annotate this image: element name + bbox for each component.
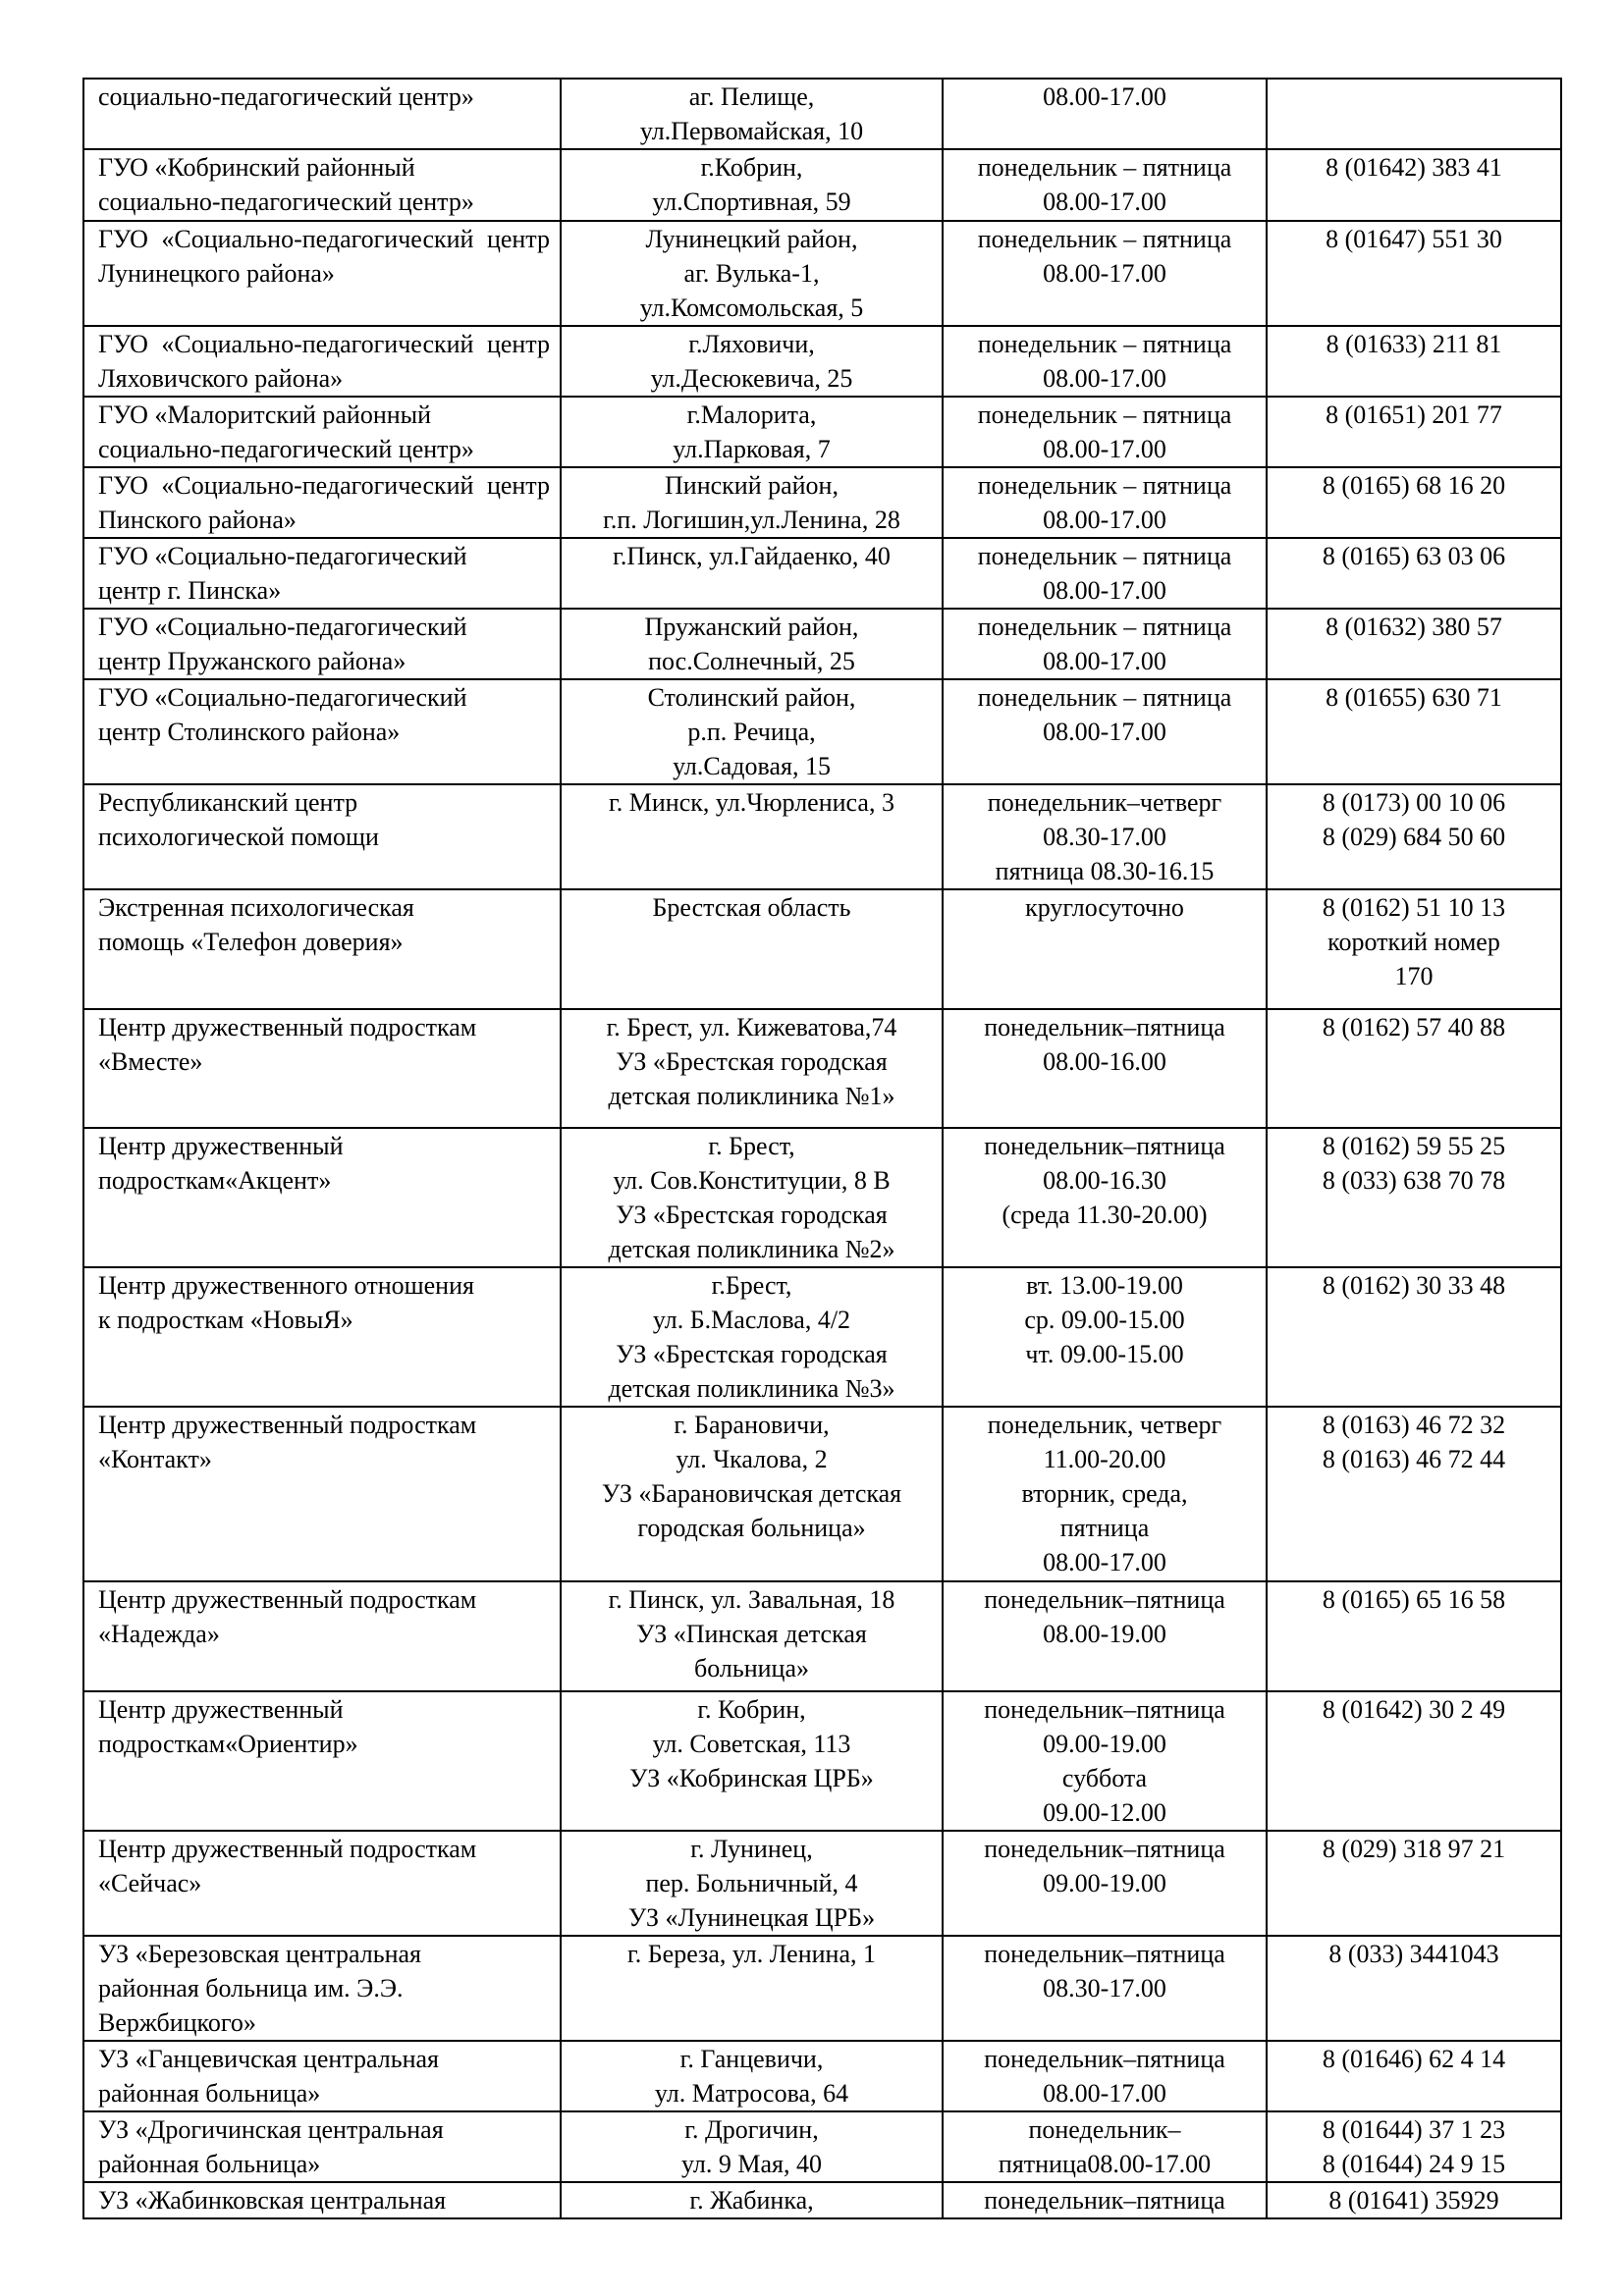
- address-cell: Пружанский район, пос.Солнечный, 25: [561, 609, 943, 679]
- organization-name-cell: ГУО «Социально-педагогический центр Пружанского района»: [83, 609, 561, 679]
- address-cell: Лунинецкий район, аг. Вулька-1, ул.Комсомольская, 5: [561, 221, 943, 326]
- phone-cell: 8 (0165) 63 03 06: [1267, 538, 1561, 609]
- address-cell: г. Жабинка,: [561, 2182, 943, 2218]
- phone-cell: 8 (0162) 51 10 13 короткий номер 170: [1267, 889, 1561, 1009]
- table-row: [83, 1009, 1561, 1128]
- address-cell: г.Малорита, ул.Парковая, 7: [561, 397, 943, 467]
- phone-cell: 8 (0162) 30 33 48: [1267, 1267, 1561, 1407]
- address-cell: г.Кобрин, ул.Спортивная, 59: [561, 149, 943, 221]
- phone-cell: 8 (01646) 62 4 14: [1267, 2041, 1561, 2111]
- organization-name-cell: УЗ «Березовская центральная районная больница им. Э.Э. Вержбицкого»: [83, 1936, 561, 2041]
- organization-name-cell: ГУО «Социально-педагогический центр г. Пинска»: [83, 538, 561, 609]
- working-hours-cell: понедельник–пятница 08.30-17.00: [943, 1936, 1267, 2041]
- working-hours-cell: понедельник–пятница 09.00-19.00: [943, 1831, 1267, 1936]
- working-hours-cell: понедельник – пятница 08.00-17.00: [943, 609, 1267, 679]
- table-row: [83, 79, 1561, 149]
- working-hours-cell: круглосуточно: [943, 889, 1267, 1009]
- organization-name-cell: социально-педагогический центр»: [83, 79, 561, 149]
- working-hours-cell: понедельник, четверг 11.00-20.00 вторник, среда, пятница 08.00-17.00: [943, 1407, 1267, 1581]
- working-hours-cell: понедельник–пятница 09.00-19.00 суббота 09.00-12.00: [943, 1691, 1267, 1831]
- table-row: [83, 1581, 1561, 1691]
- phone-cell: 8 (01642) 383 41: [1267, 149, 1561, 221]
- phone-cell: 8 (033) 3441043: [1267, 1936, 1561, 2041]
- working-hours-cell: понедельник–пятница: [943, 2182, 1267, 2218]
- organization-name-cell: ГУО «Малоритский районный социально-педагогический центр»: [83, 397, 561, 467]
- phone-cell: 8 (01642) 30 2 49: [1267, 1691, 1561, 1831]
- table-row: [83, 609, 1561, 679]
- address-cell: г. Пинск, ул. Завальная, 18 УЗ «Пинская детская больница»: [561, 1581, 943, 1691]
- address-cell: г. Кобрин, ул. Советская, 113 УЗ «Кобринская ЦРБ»: [561, 1691, 943, 1831]
- table-row: [83, 397, 1561, 467]
- table-row: [83, 1936, 1561, 2041]
- phone-cell: 8 (0165) 68 16 20: [1267, 467, 1561, 538]
- organization-name-cell: Центр дружественный подросткам «Надежда»: [83, 1581, 561, 1691]
- table-row: [83, 2041, 1561, 2111]
- organization-name-cell: Центр дружественный подросткам «Вместе»: [83, 1009, 561, 1128]
- organization-name-cell: Экстренная психологическая помощь «Телефон доверия»: [83, 889, 561, 1009]
- working-hours-cell: понедельник – пятница 08.00-17.00: [943, 221, 1267, 326]
- working-hours-cell: понедельник – пятница 08.00-17.00: [943, 326, 1267, 397]
- working-hours-cell: 08.00-17.00: [943, 79, 1267, 149]
- address-cell: г. Барановичи, ул. Чкалова, 2 УЗ «Барановичская детская городская больница»: [561, 1407, 943, 1581]
- table-row: [83, 538, 1561, 609]
- working-hours-cell: понедельник – пятница 08.00-17.00: [943, 397, 1267, 467]
- phone-cell: 8 (01632) 380 57: [1267, 609, 1561, 679]
- table-row: [83, 1691, 1561, 1831]
- address-cell: г. Брест, ул. Сов.Конституции, 8 В УЗ «Брестская городская детская поликлиника №2»: [561, 1128, 943, 1267]
- working-hours-cell: понедельник–пятница 08.00-16.00: [943, 1009, 1267, 1128]
- organization-name-cell: Центр дружественный подросткам«Акцент»: [83, 1128, 561, 1267]
- organization-name-cell: ГУО «Социально-педагогический центр Пинского района»: [83, 467, 561, 538]
- table-row: [83, 1831, 1561, 1936]
- table-row: [83, 221, 1561, 326]
- working-hours-cell: понедельник–пятница 08.00-17.00: [943, 2041, 1267, 2111]
- organization-name-cell: Центр дружественного отношения к подросткам «НовыЯ»: [83, 1267, 561, 1407]
- phone-cell: 8 (01633) 211 81: [1267, 326, 1561, 397]
- working-hours-cell: понедельник – пятница 08.00-17.00: [943, 679, 1267, 784]
- address-cell: г.Ляховичи, ул.Десюкевича, 25: [561, 326, 943, 397]
- address-cell: г.Брест, ул. Б.Маслова, 4/2 УЗ «Брестская городская детская поликлиника №3»: [561, 1267, 943, 1407]
- organization-name-cell: Центр дружественный подросткам «Контакт»: [83, 1407, 561, 1581]
- working-hours-cell: понедельник– пятница08.00-17.00: [943, 2111, 1267, 2182]
- table-row: [83, 326, 1561, 397]
- organization-name-cell: УЗ «Жабинковская центральная: [83, 2182, 561, 2218]
- address-cell: г. Брест, ул. Кижеватова,74 УЗ «Брестская городская детская поликлиника №1»: [561, 1009, 943, 1128]
- working-hours-cell: понедельник – пятница 08.00-17.00: [943, 467, 1267, 538]
- address-cell: г. Дрогичин, ул. 9 Мая, 40: [561, 2111, 943, 2182]
- table-row: [83, 467, 1561, 538]
- address-cell: г. Минск, ул.Чюрлениса, 3: [561, 784, 943, 889]
- phone-cell: 8 (01655) 630 71: [1267, 679, 1561, 784]
- working-hours-cell: вт. 13.00-19.00 ср. 09.00-15.00 чт. 09.00-15.00: [943, 1267, 1267, 1407]
- table-row: [83, 679, 1561, 784]
- phone-cell: 8 (01644) 37 1 23 8 (01644) 24 9 15: [1267, 2111, 1561, 2182]
- organization-name-cell: Центр дружественный подросткам «Сейчас»: [83, 1831, 561, 1936]
- working-hours-cell: понедельник – пятница 08.00-17.00: [943, 538, 1267, 609]
- phone-cell: 8 (01647) 551 30: [1267, 221, 1561, 326]
- table-row: [83, 149, 1561, 221]
- address-cell: г. Ганцевичи, ул. Матросова, 64: [561, 2041, 943, 2111]
- table-row: [83, 1407, 1561, 1581]
- organization-name-cell: ГУО «Социально-педагогический центр Столинского района»: [83, 679, 561, 784]
- working-hours-cell: понедельник–пятница 08.00-19.00: [943, 1581, 1267, 1691]
- working-hours-cell: понедельник–пятница 08.00-16.30 (среда 11.30-20.00): [943, 1128, 1267, 1267]
- address-cell: г.Пинск, ул.Гайдаенко, 40: [561, 538, 943, 609]
- phone-cell: 8 (0165) 65 16 58: [1267, 1581, 1561, 1691]
- organization-name-cell: Центр дружественный подросткам«Ориентир»: [83, 1691, 561, 1831]
- table-row: [83, 1267, 1561, 1407]
- contacts-table-body: [83, 79, 1561, 2218]
- phone-cell: 8 (01651) 201 77: [1267, 397, 1561, 467]
- table-row: [83, 2182, 1561, 2218]
- phone-cell: 8 (029) 318 97 21: [1267, 1831, 1561, 1936]
- table-row: [83, 2111, 1561, 2182]
- phone-cell: [1267, 79, 1561, 149]
- address-cell: Пинский район, г.п. Логишин,ул.Ленина, 28: [561, 467, 943, 538]
- phone-cell: 8 (01641) 35929: [1267, 2182, 1561, 2218]
- address-cell: г. Лунинец, пер. Больничный, 4 УЗ «Лунинецкая ЦРБ»: [561, 1831, 943, 1936]
- organization-name-cell: Республиканский центр психологической помощи: [83, 784, 561, 889]
- working-hours-cell: понедельник – пятница 08.00-17.00: [943, 149, 1267, 221]
- phone-cell: 8 (0173) 00 10 06 8 (029) 684 50 60: [1267, 784, 1561, 889]
- table-row: [83, 1128, 1561, 1267]
- table-row: [83, 784, 1561, 889]
- address-cell: аг. Пелище, ул.Первомайская, 10: [561, 79, 943, 149]
- organization-name-cell: УЗ «Ганцевичская центральная районная больница»: [83, 2041, 561, 2111]
- address-cell: Брестская область: [561, 889, 943, 1009]
- address-cell: Столинский район, р.п. Речица, ул.Садовая, 15: [561, 679, 943, 784]
- organization-name-cell: УЗ «Дрогичинская центральная районная больница»: [83, 2111, 561, 2182]
- contacts-table: [82, 78, 1562, 2219]
- phone-cell: 8 (0162) 59 55 25 8 (033) 638 70 78: [1267, 1128, 1561, 1267]
- address-cell: г. Береза, ул. Ленина, 1: [561, 1936, 943, 2041]
- phone-cell: 8 (0163) 46 72 32 8 (0163) 46 72 44: [1267, 1407, 1561, 1581]
- organization-name-cell: ГУО «Социально-педагогический центр Ляховичского района»: [83, 326, 561, 397]
- working-hours-cell: понедельник–четверг 08.30-17.00 пятница 08.30-16.15: [943, 784, 1267, 889]
- phone-cell: 8 (0162) 57 40 88: [1267, 1009, 1561, 1128]
- organization-name-cell: ГУО «Социально-педагогический центр Лунинецкого района»: [83, 221, 561, 326]
- table-row: [83, 889, 1561, 1009]
- organization-name-cell: ГУО «Кобринский районный социально-педагогический центр»: [83, 149, 561, 221]
